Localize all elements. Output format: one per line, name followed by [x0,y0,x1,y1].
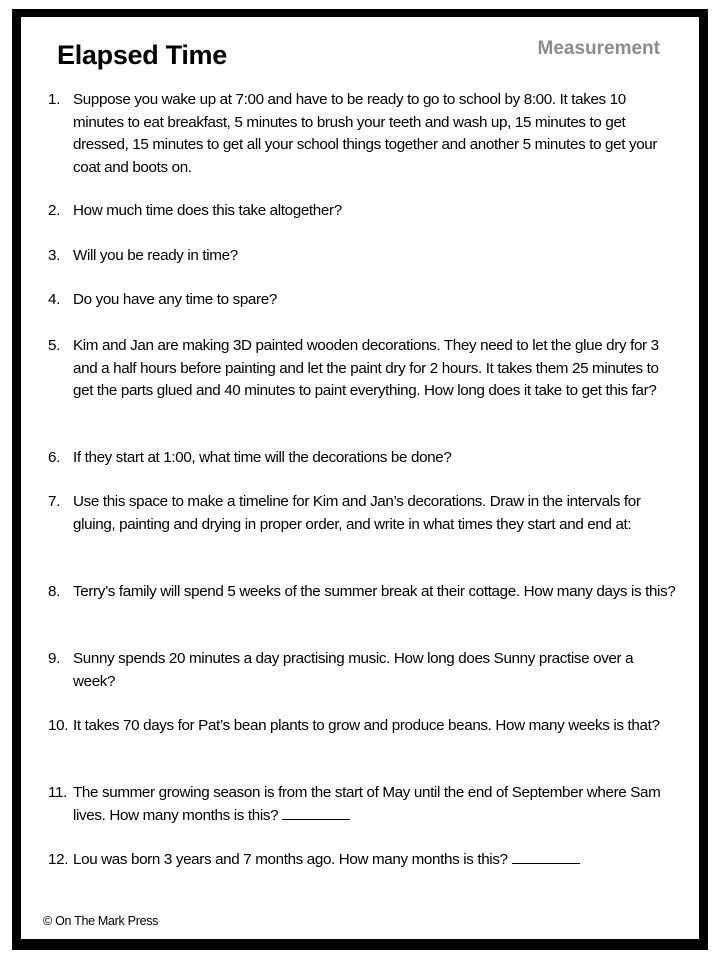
question-12 [48,849,678,872]
question-6 [48,447,678,470]
question-text: Terry’s family will spend 5 weeks of the summer break at their cottage. How many days is this? [73,583,676,600]
question-5 [48,335,678,403]
question-text-content: Lou was born 3 years and 7 months ago. How many months is this? [73,851,508,868]
question-number: 1. [48,91,60,108]
question-number: 2. [48,202,60,219]
question-number: 9. [48,650,60,667]
question-11 [48,782,678,827]
question-10 [48,715,678,738]
question-number: 11. [48,784,67,801]
question-text: It takes 70 days for Pat’s bean plants to grow and produce beans. How many weeks is that? [73,717,660,734]
question-number: 6. [48,449,60,466]
copyright-footer: © On The Mark Press [43,914,159,928]
question-number: 5. [48,337,60,354]
question-text-content: The summer growing season is from the start of May until the end of September where Sam lives. How many months is this? [73,784,661,824]
question-text: Do you have any time to spare? [73,291,277,308]
question-text [73,782,678,827]
question-number: 12. [48,851,69,868]
answer-blank[interactable] [282,805,350,820]
question-text: Will you be ready in time? [73,247,238,264]
answer-blank[interactable] [512,849,580,864]
question-1 [48,89,678,179]
subject-label: Measurement [537,38,660,59]
question-number: 7. [48,493,60,510]
question-9 [48,648,678,693]
question-text: Kim and Jan are making 3D painted wooden decorations. They need to let the glue dry for 3 and a half hours before painting and let the paint dry for 2 hours. It takes them 25 minutes to get the parts glued and 40 minutes to paint everything. How long does it take to get this far? [73,337,659,399]
question-text [73,849,678,872]
question-number: 8. [48,583,60,600]
question-number: 4. [48,291,60,308]
question-number: 3. [48,247,60,264]
question-text: Sunny spends 20 minutes a day practising music. How long does Sunny practise over a week? [73,650,634,690]
question-3 [48,245,678,268]
question-text: How much time does this take altogether? [73,202,342,219]
question-8 [48,581,678,604]
question-text: If they start at 1:00, what time will the decorations be done? [73,449,452,466]
question-number: 10. [48,717,69,734]
question-text: Suppose you wake up at 7:00 and have to be ready to go to school by 8:00. It takes 10 minutes to eat breakfast, 5 minutes to brush your teeth and wash up, 15 minutes to get dressed, 15 minutes to get all your school things together and another 5 minutes to get your coat and boots on. [73,91,658,176]
page-title: Elapsed Time [57,40,227,70]
question-2 [48,200,678,223]
question-text: Use this space to make a timeline for Kim and Jan’s decorations. Draw in the intervals for gluing, painting and drying in proper order, and write in what times they start and end at: [73,493,641,533]
question-7 [48,491,678,536]
question-4 [48,289,678,312]
